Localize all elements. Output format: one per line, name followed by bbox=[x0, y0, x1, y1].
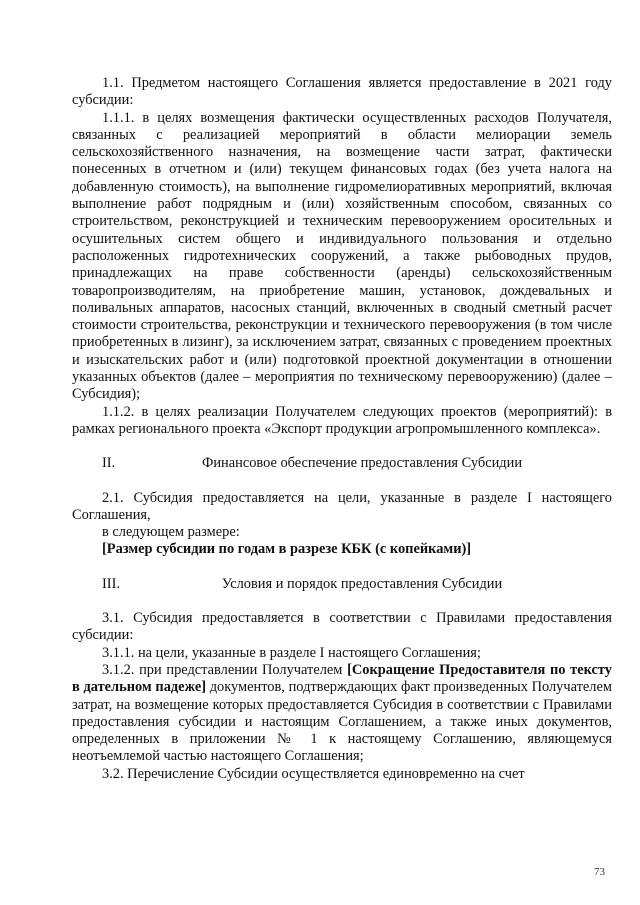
section-heading-3 bbox=[72, 576, 612, 593]
page-number: 73 bbox=[594, 866, 605, 878]
section-number: II. bbox=[102, 455, 116, 472]
paragraph-3-1-2 bbox=[72, 662, 612, 766]
paragraph-1-1-1: 1.1.1. в целях возмещения фактически осуществленных расходов Получателя, связанных с реализацией мероприятий в области мелиорации земель сельскохозяйственного назначения, на возмещение части затрат, фактически понесенных в отчетном и (или) текущем финансовых годах (без учета налога на добавленную стоимость), на выполнение гидромелиоративных мероприятий, включая выполнение работ подрядным и (или) хозяйственным способом, связанных со строительством, реконструкцией и техническим перевооружением оросительных и осушительных систем общего и индивидуального пользования и отдельно расположенных гидротехнических сооружений, а также рыбоводных прудов, принадлежащих на праве собственности (аренды) сельскохозяйственным товаропроизводителям, на приобретение машин, установок, дождевальных и поливальных аппаратов, насосных станций, включенных в сводный сметный расчет стоимости строительства, реконструкции и технического перевооружения (в том числе приобретенных в лизинг), за исключением затрат, связанных с проведением проектных и изыскательских работ и (или) подготовкой проектной документации в отношении указанных объектов (далее – мероприятия по техническому перевооружению) (далее – Субсидия); bbox=[72, 109, 612, 403]
provider-name-placeholder: [Сокращение Предоставителя по тексту в дательном падеже] bbox=[72, 661, 612, 696]
paragraph-1-1-2: 1.1.2. в целях реализации Получателем следующих проектов (мероприятий): в рамках регионального проекта «Экспорт продукции агропромышленного комплекса». bbox=[72, 403, 612, 437]
spacer bbox=[72, 473, 612, 490]
paragraph-3-1: 3.1. Субсидия предоставляется в соответствии с Правилами предоставления субсидии: bbox=[72, 610, 612, 644]
paragraph-2-1: 2.1. Субсидия предоставляется на цели, указанные в разделе I настоящего Соглашения, bbox=[72, 489, 612, 523]
section-number: III. bbox=[102, 575, 120, 592]
section-title: Условия и порядок предоставления Субсидии bbox=[221, 575, 503, 592]
document-body bbox=[72, 75, 612, 783]
spacer bbox=[72, 438, 612, 455]
paragraph-3-2: 3.2. Перечисление Субсидии осуществляется единовременно на счет bbox=[102, 765, 525, 782]
paragraph-2-1-amount: в следующем размере: bbox=[102, 524, 240, 541]
spacer bbox=[72, 559, 612, 576]
paragraph-1-1: 1.1. Предметом настоящего Соглашения является предоставление в 2021 году субсидии: bbox=[72, 75, 612, 109]
subsidy-amount-placeholder: [Размер субсидии по годам в разрезе КБК (с копейками)] bbox=[102, 541, 472, 558]
section-title: Финансовое обеспечение предоставления Субсидии bbox=[201, 455, 523, 472]
spacer bbox=[72, 593, 612, 610]
paragraph-3-1-1: 3.1.1. на цели, указанные в разделе I настоящего Соглашения; bbox=[102, 644, 481, 661]
section-heading-2 bbox=[72, 455, 612, 472]
paragraph-3-1-2-rest: документов, подтверждающих факт произведенных Получателем затрат, на возмещение которых предоставляется Субсидия в соответствии с Правилами предоставления субсидии и настоящим Соглашением, а также иных документов, определенных в приложении № 1 к настоящему Соглашению, являющемуся неотъемлемой частью настоящего Соглашения; bbox=[72, 679, 612, 765]
paragraph-3-1-2-start: 3.1.2. при представлении Получателем bbox=[102, 661, 348, 678]
